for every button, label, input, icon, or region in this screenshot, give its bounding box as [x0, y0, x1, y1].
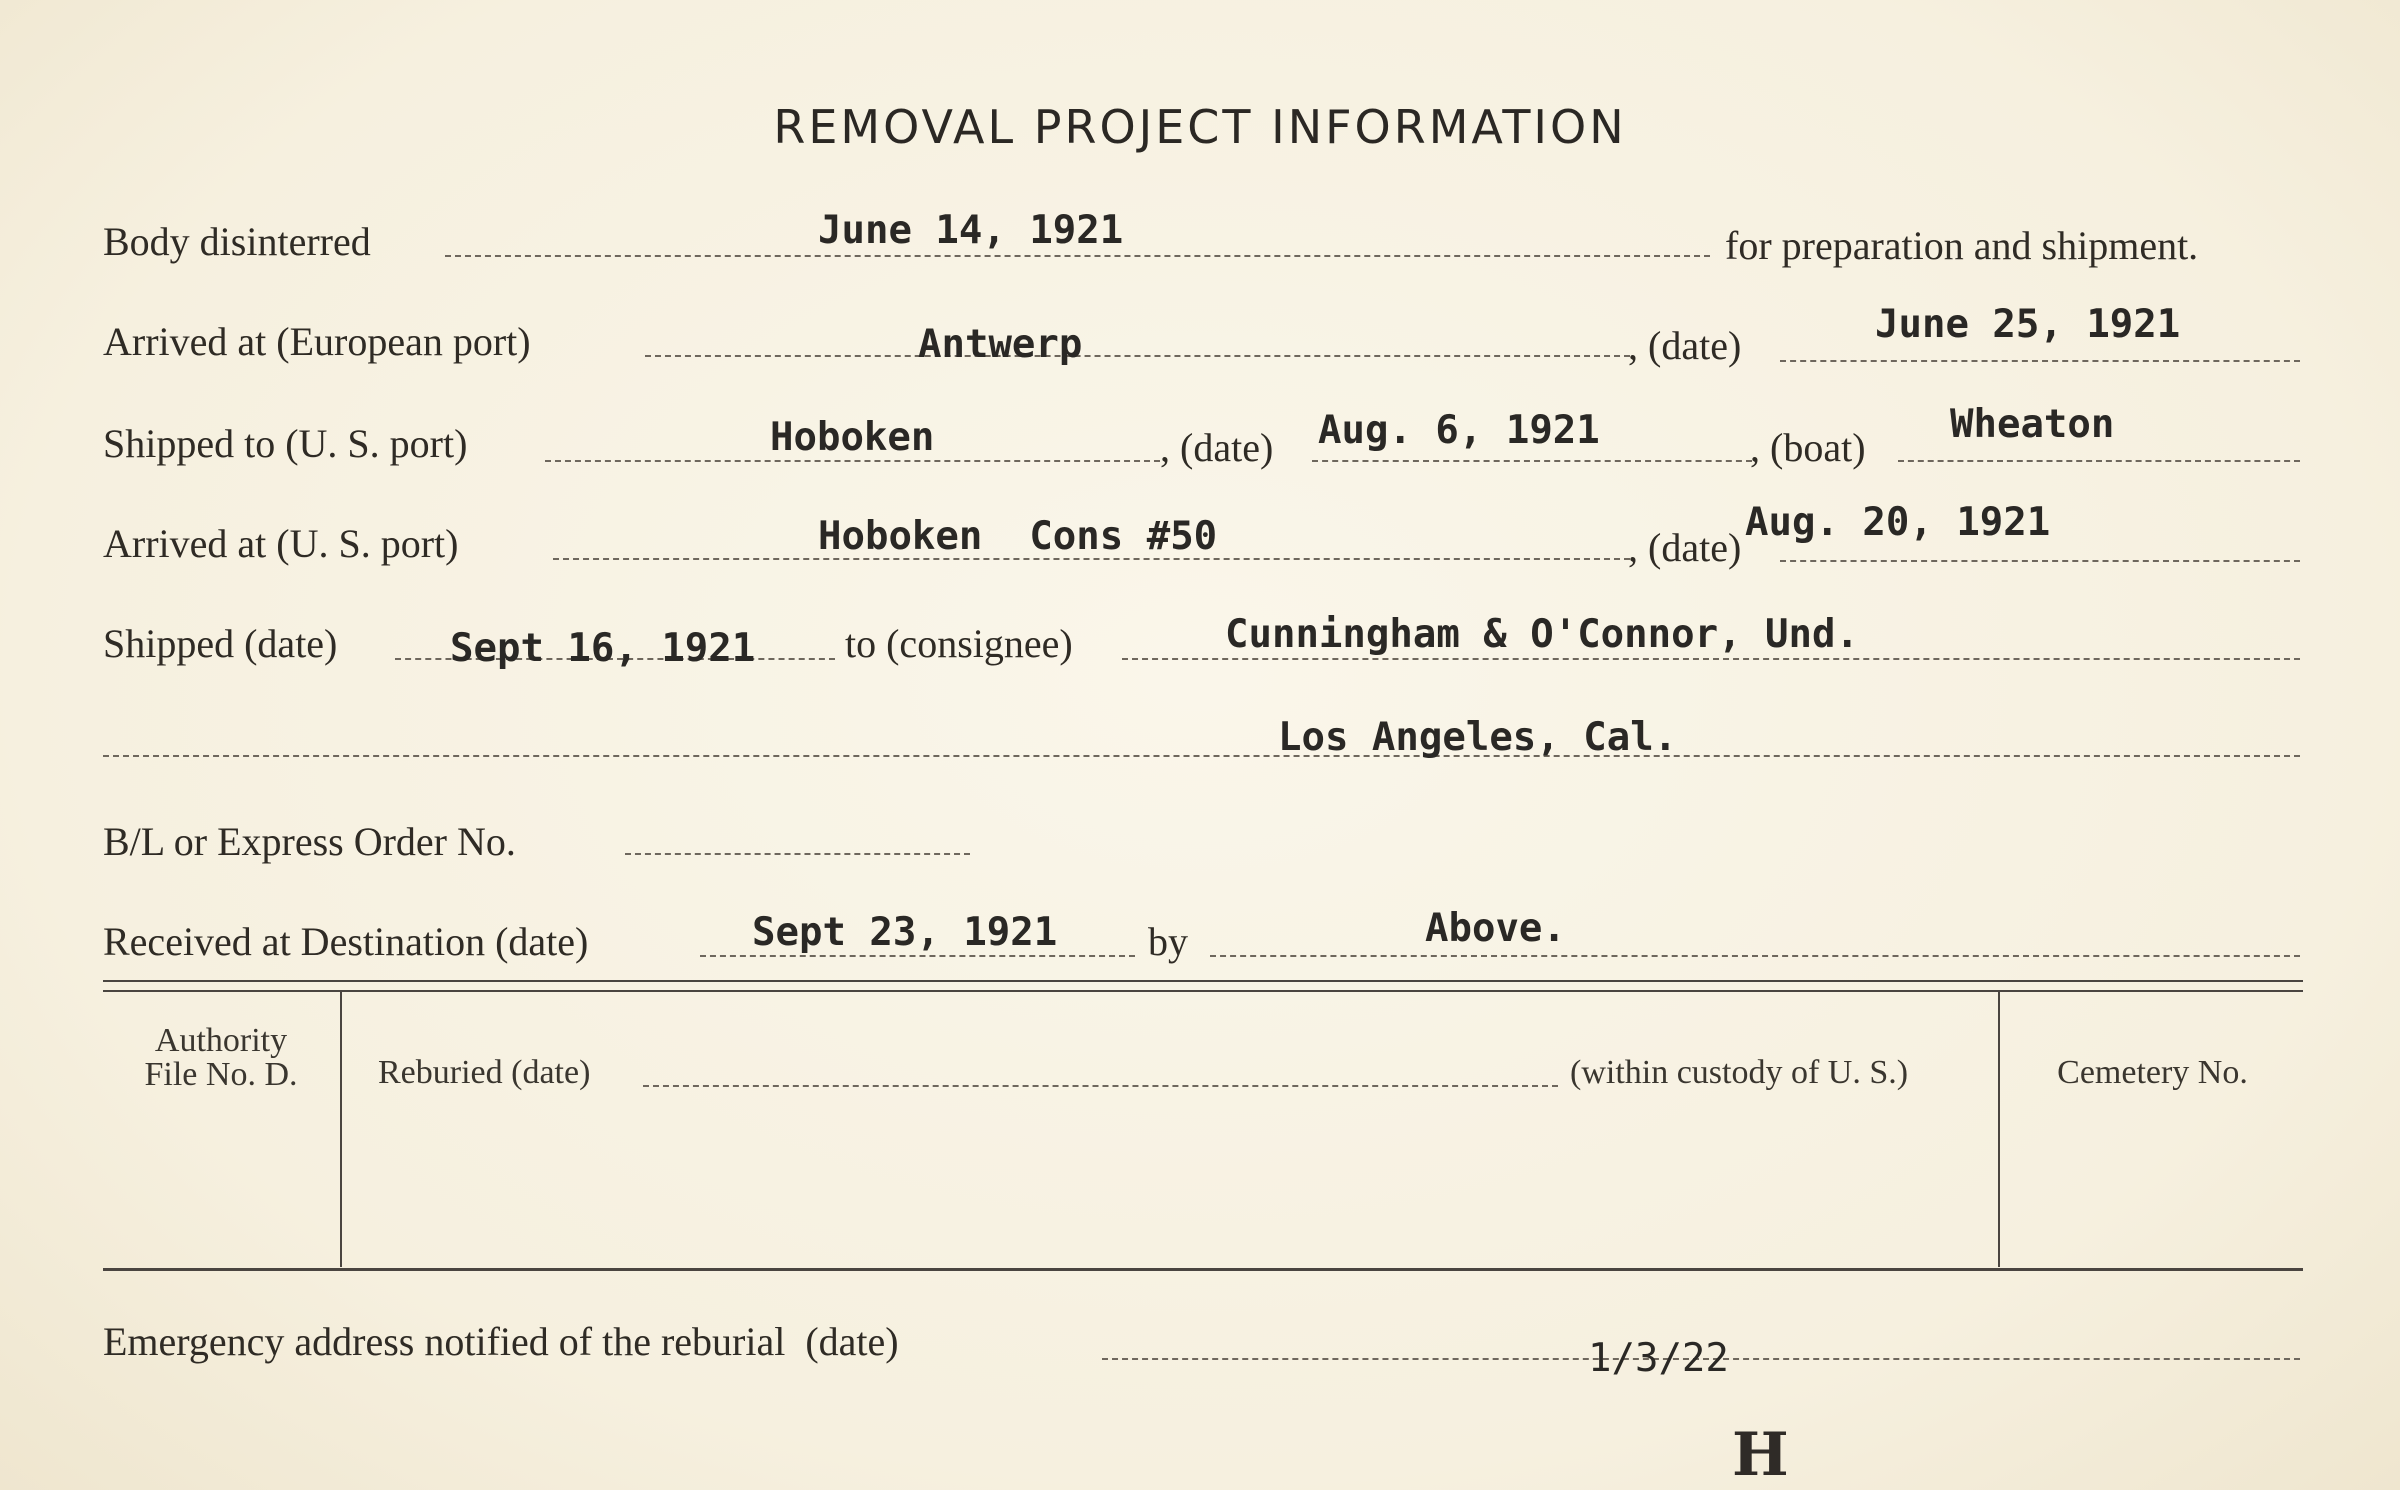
- box-top-rule-1: [103, 980, 2303, 982]
- us-port-arrived-date-label: , (date): [1628, 525, 1742, 570]
- us-port-shipped-date-line: [1312, 460, 1752, 462]
- by-value: Above.: [1425, 906, 1566, 951]
- authority-label-1: Authority: [154, 1022, 288, 1059]
- body-disinterred-label: Body disinterred: [103, 219, 371, 264]
- us-port-shipped-date: Aug. 6, 1921: [1318, 408, 1600, 453]
- box-divider-left: [340, 992, 342, 1267]
- boat-value: Wheaton: [1950, 402, 2115, 447]
- us-port-shipped-date-label: , (date): [1160, 425, 1274, 470]
- card-title: REMOVAL PROJECT INFORMATION: [773, 100, 1627, 154]
- body-disinterred-date: June 14, 1921: [818, 208, 1124, 253]
- us-port-shipped-label: Shipped to (U. S. port): [103, 421, 468, 466]
- received-line: [700, 955, 1135, 957]
- us-port-arrived-label: Arrived at (U. S. port): [103, 521, 459, 566]
- box-top-rule-2: [103, 990, 2303, 992]
- shipped-date-label: Shipped (date): [103, 621, 338, 666]
- by-line: [1210, 955, 2300, 957]
- boat-label: , (boat): [1750, 425, 1866, 470]
- euro-port-date-label: , (date): [1628, 323, 1742, 368]
- body-disinterred-line: [445, 255, 1710, 257]
- bl-label: B/L or Express Order No.: [103, 819, 516, 864]
- boat-line: [1898, 460, 2300, 462]
- received-label: Received at Destination (date): [103, 919, 589, 964]
- emergency-date: 1/3/22: [1588, 1336, 1729, 1381]
- body-disinterred-suffix: for preparation and shipment.: [1725, 223, 2199, 268]
- us-port-arrived-value: Hoboken Cons #50: [818, 514, 1218, 559]
- us-port-shipped-line: [545, 460, 1160, 462]
- initial-mark: H: [1732, 1420, 1789, 1490]
- shipped-date-value: Sept 16, 1921: [450, 626, 756, 671]
- us-port-shipped-value: Hoboken: [770, 415, 935, 460]
- cemetery-label: Cemetery No.: [2057, 1054, 2248, 1091]
- custody-label: (within custody of U. S.): [1570, 1054, 1909, 1091]
- us-port-arrived-date-line: [1780, 560, 2300, 562]
- bl-line: [625, 853, 970, 855]
- consignee-line: [1122, 658, 2300, 660]
- euro-port-date-line: [1780, 360, 2300, 362]
- box-bottom-rule: [103, 1268, 2303, 1271]
- consignee-line2: Los Angeles, Cal.: [1278, 715, 1678, 760]
- euro-port-value: Antwerp: [918, 322, 1083, 367]
- received-date: Sept 23, 1921: [752, 910, 1058, 955]
- consignee-line-2: [103, 755, 2300, 757]
- consignee-label: to (consignee): [845, 621, 1073, 666]
- box-divider-right: [1998, 992, 2000, 1267]
- us-port-arrived-date: Aug. 20, 1921: [1745, 500, 2051, 545]
- euro-port-label: Arrived at (European port): [103, 319, 531, 364]
- euro-port-line: [645, 355, 1630, 357]
- reburied-label: Reburied (date): [378, 1054, 591, 1091]
- emergency-label: Emergency address notified of the reburial (date): [103, 1319, 899, 1364]
- euro-port-date: June 25, 1921: [1875, 302, 2181, 347]
- reburied-line: [643, 1085, 1558, 1087]
- by-label: by: [1148, 919, 1188, 964]
- authority-label-2: File No. D.: [144, 1056, 298, 1093]
- consignee-line1: Cunningham & O'Connor, Und.: [1225, 612, 1859, 657]
